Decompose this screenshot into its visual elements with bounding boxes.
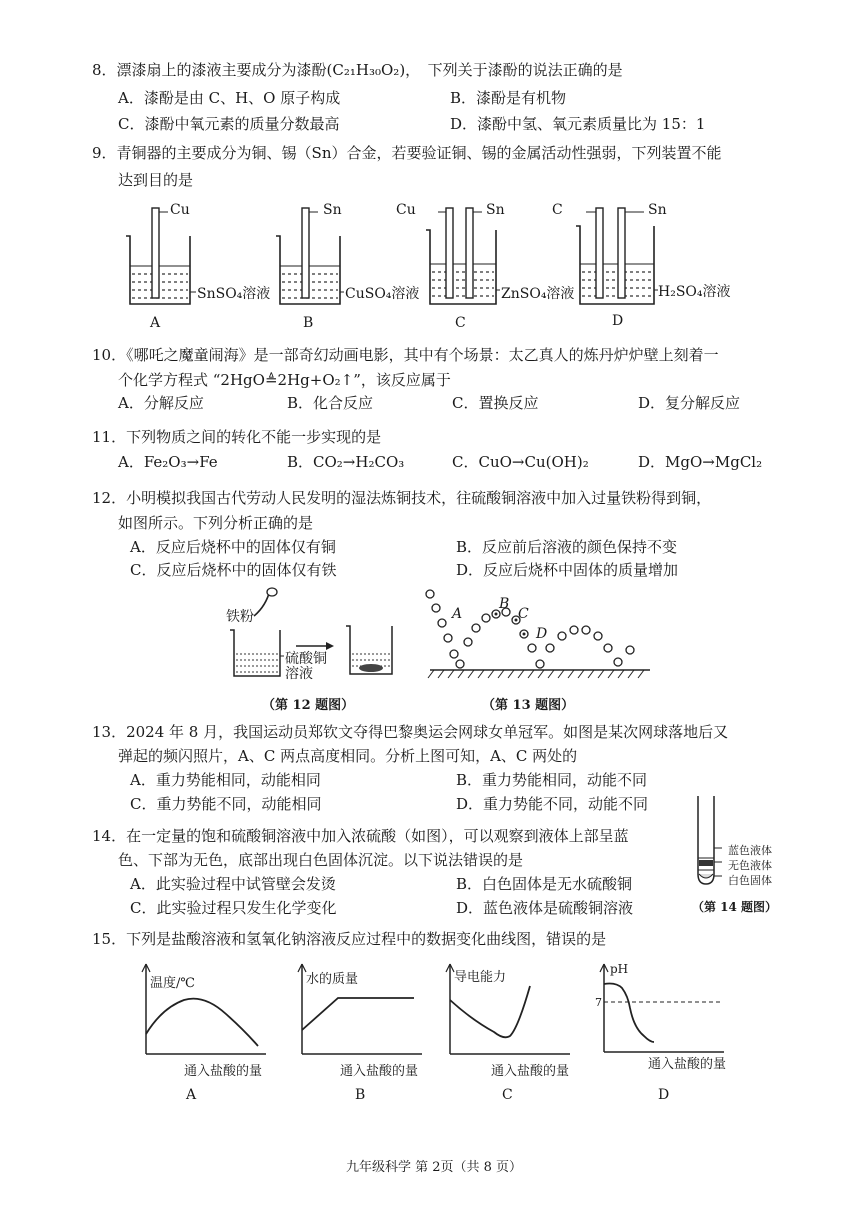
q14-option-c: C．此实验过程只发生化学变化 xyxy=(130,899,337,917)
q8-option-c: C．漆酚中氧元素的质量分数最高 xyxy=(118,115,340,133)
q8-option-d: D．漆酚中氢、氧元素质量比为 15：1 xyxy=(450,115,706,133)
q12-stem-cont: 如图所示。下列分析正确的是 xyxy=(118,514,314,532)
q9-d-metal2: Sn xyxy=(648,202,667,218)
q14-stem: 14．在一定量的饱和硫酸铜溶液中加入浓硫酸（如图），可以观察到液体上部呈蓝 xyxy=(92,827,629,845)
q12-solution-label-1: 硫酸铜 xyxy=(285,651,327,667)
q15-c-letter: C xyxy=(502,1087,513,1103)
q15-b-xlabel: 通入盐酸的量 xyxy=(340,1064,419,1079)
q9-c-metal1: Cu xyxy=(396,202,416,218)
q11-option-b: B．CO₂→H₂CO₃ xyxy=(287,453,405,471)
q13-stem-cont: 弹起的频闪照片，A、C 两点高度相同。分析上图可知，A、C 两处的 xyxy=(118,747,578,765)
q10-option-a: A．分解反应 xyxy=(118,394,204,412)
q9-stem-cont: 达到目的是 xyxy=(118,171,194,189)
q12-solution-label-2: 溶液 xyxy=(285,666,313,682)
q15-c-xlabel: 通入盐酸的量 xyxy=(491,1064,570,1079)
q15-b-ylabel: 水的质量 xyxy=(306,972,359,987)
q10-stem-cont: 个化学方程式 “2HgO≜2Hg+O₂↑”，该反应属于 xyxy=(118,371,451,389)
q15-graph-d xyxy=(600,962,730,1062)
q9-d-letter: D xyxy=(612,313,624,329)
q13-option-a: A．重力势能相同，动能相同 xyxy=(130,771,321,789)
q9-d-solution: H₂SO₄溶液 xyxy=(658,284,731,300)
q14-stem-cont: 色、下部为无色，底部出现白色固体沉淀。以下说法错误的是 xyxy=(118,851,524,869)
q15-d-letter: D xyxy=(658,1087,670,1103)
q9-c-metal2: Sn xyxy=(486,202,505,218)
q12-option-b: B．反应前后溶液的颜色保持不变 xyxy=(456,538,678,556)
q9-b-metal: Sn xyxy=(323,202,342,218)
q15-b-letter: B xyxy=(355,1087,366,1103)
q14-caption: （第 14 题图） xyxy=(692,900,778,914)
q15-a-xlabel: 通入盐酸的量 xyxy=(184,1064,263,1079)
q11-option-a: A．Fe₂O₃→Fe xyxy=(118,453,218,471)
q15-d-ylabel: pH xyxy=(610,962,629,976)
q14-option-a: A．此实验过程中试管壁会发烫 xyxy=(130,875,336,893)
q12-option-a: A．反应后烧杯中的固体仅有铜 xyxy=(130,538,336,556)
q15-d-tick-7: 7 xyxy=(595,996,602,1009)
q12-option-c: C．反应后烧杯中的固体仅有铁 xyxy=(130,561,337,579)
q14-blue-liquid-label: 蓝色液体 xyxy=(728,844,772,857)
q13-option-b: B．重力势能相同，动能不同 xyxy=(456,771,648,789)
q12-caption: （第 12 题图） xyxy=(262,698,355,713)
q10-option-b: B．化合反应 xyxy=(287,394,374,412)
q15-c-ylabel: 导电能力 xyxy=(454,970,507,985)
q14-clear-liquid-label: 无色液体 xyxy=(728,859,772,872)
q12-figure xyxy=(222,586,422,686)
q15-a-ylabel: 温度/℃ xyxy=(150,976,195,991)
q15-stem: 15．下列是盐酸溶液和氢氧化钠溶液反应过程中的数据变化曲线图，错误的是 xyxy=(92,930,607,948)
q9-stem: 9．青铜器的主要成分为铜、锡（Sn）合金，若要验证铜、锡的金属活动性强弱，下列装置不能 xyxy=(92,144,722,162)
q9-a-solution: SnSO₄溶液 xyxy=(197,286,271,302)
q11-option-d: D．MgO→MgCl₂ xyxy=(638,453,763,471)
page-footer: 九年级科学 第 2页（共 8 页） xyxy=(345,1160,523,1175)
q9-d-metal1: C xyxy=(552,202,563,218)
q13-stem: 13．2024 年 8 月，我国运动员郑钦文夺得巴黎奥运会网球女单冠军。如图是某次网球落地后又 xyxy=(92,723,729,741)
q9-c-solution: ZnSO₄溶液 xyxy=(501,286,575,302)
q13-point-d: D xyxy=(536,626,548,642)
q13-point-b: B xyxy=(499,596,510,612)
q9-b-solution: CuSO₄溶液 xyxy=(345,286,420,302)
q10-option-c: C．置换反应 xyxy=(452,394,539,412)
q9-c-letter: C xyxy=(455,315,466,331)
q12-option-d: D．反应后烧杯中固体的质量增加 xyxy=(456,561,679,579)
q11-stem: 11．下列物质之间的转化不能一步实现的是 xyxy=(92,428,382,446)
q8-stem: 8．漂漆扇上的漆液主要成分为漆酚(C₂₁H₃₀O₂)， 下列关于漆酚的说法正确的是 xyxy=(92,61,623,79)
q14-option-b: B．白色固体是无水硫酸铜 xyxy=(456,875,633,893)
q11-option-c: C．CuO→Cu(OH)₂ xyxy=(452,453,589,471)
q13-point-c: C xyxy=(518,606,529,622)
q14-option-d: D．蓝色液体是硫酸铜溶液 xyxy=(456,899,634,917)
q12-iron-label: 铁粉 xyxy=(226,609,254,625)
q10-stem: 10．《哪吒之魔童闹海》是一部奇幻动画电影，其中有个场景：太乙真人的炼丹炉炉壁上刻着一 xyxy=(92,346,719,364)
q9-a-metal: Cu xyxy=(170,202,190,218)
q13-point-a: A xyxy=(452,606,463,622)
q12-stem: 12．小明模拟我国古代劳动人民发明的湿法炼铜技术，往硫酸铜溶液中加入过量铁粉得到铜， xyxy=(92,489,712,507)
q13-option-d: D．重力势能不同，动能不同 xyxy=(456,795,649,813)
q8-option-b: B．漆酚是有机物 xyxy=(450,89,567,107)
q13-option-c: C．重力势能不同，动能相同 xyxy=(130,795,322,813)
q8-option-a: A．漆酚是由 C、H、O 原子构成 xyxy=(118,89,341,107)
q10-option-d: D．复分解反应 xyxy=(638,394,741,412)
q15-d-xlabel: 通入盐酸的量 xyxy=(648,1057,727,1072)
q15-a-letter: A xyxy=(186,1087,197,1103)
q14-white-solid-label: 白色固体 xyxy=(728,874,772,887)
q9-b-letter: B xyxy=(303,315,314,331)
q9-a-letter: A xyxy=(150,315,161,331)
q13-caption: （第 13 题图） xyxy=(482,698,575,713)
q14-test-tube xyxy=(692,794,732,894)
